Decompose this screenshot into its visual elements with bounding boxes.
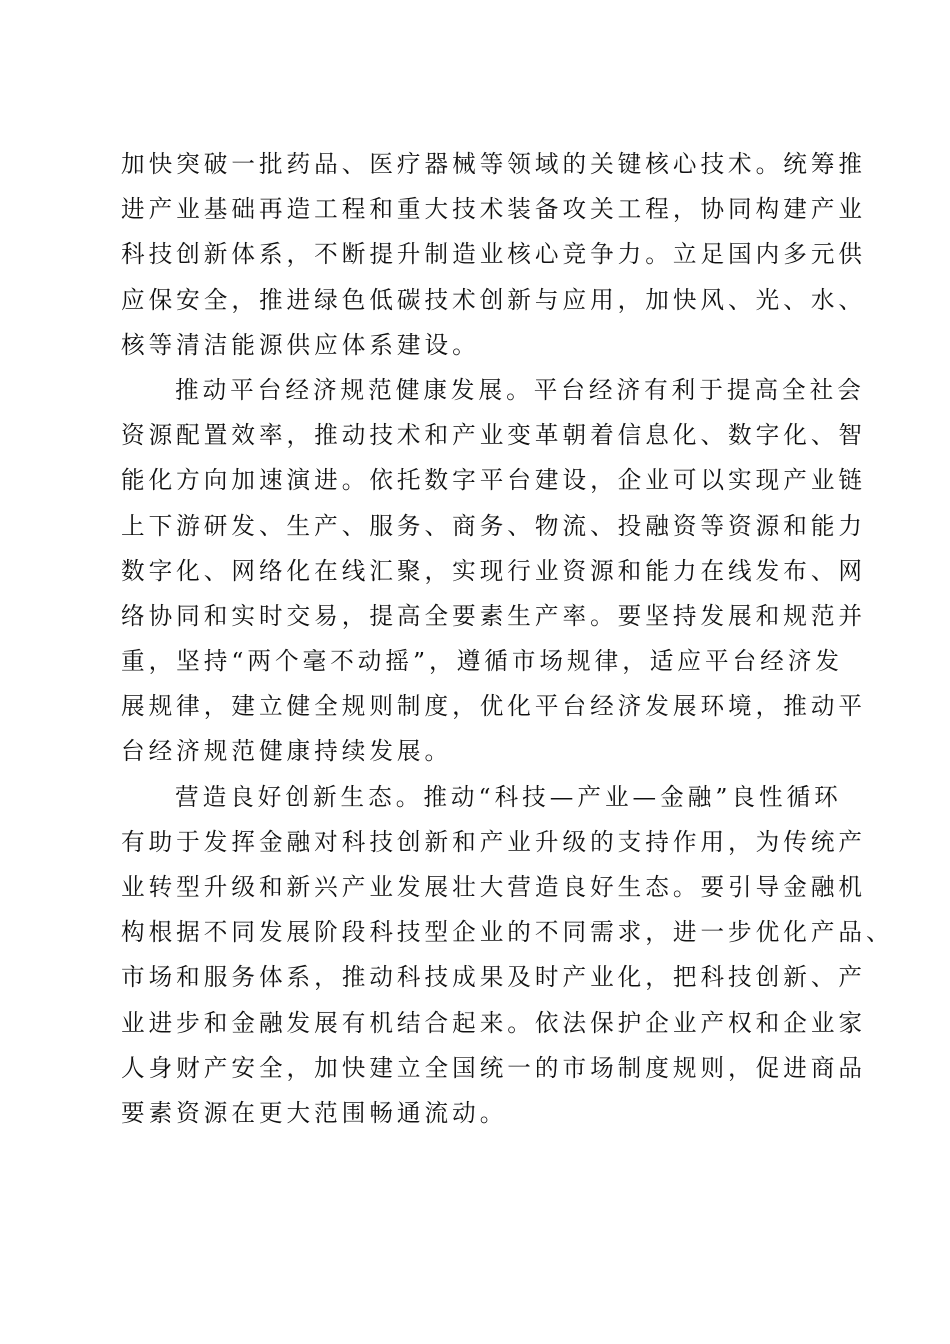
paragraph-line: 加快突破一批药品、医疗器械等领域的关键核心技术。统筹推 — [121, 150, 867, 178]
paragraph-first-line: 推动平台经济规范健康发展。平台经济有利于提高全社会 — [175, 375, 865, 404]
paragraph-line: 资源配置效率，推动技术和产业变革朝着信息化、数字化、智 — [121, 421, 867, 450]
paragraph-line: 络协同和实时交易，提高全要素生产率。要坚持发展和规范并 — [121, 601, 867, 630]
paragraph-line: 重，坚持“两个毫不动摇”，遵循市场规律，适应平台经济发 — [121, 647, 843, 676]
paragraph-line: 市场和服务体系，推动科技成果及时产业化，把科技创新、产 — [121, 963, 867, 992]
paragraph-line: 数字化、网络化在线汇聚，实现行业资源和能力在线发布、网 — [121, 556, 867, 585]
paragraph-line: 业进步和金融发展有机结合起来。依法保护企业产权和企业家 — [121, 1008, 867, 1037]
paragraph-3 — [121, 775, 894, 1137]
paragraph-1 — [121, 142, 867, 368]
paragraph-line: 人身财产安全，加快建立全国统一的市场制度规则，促进商品 — [121, 1053, 867, 1082]
paragraph-line: 要素资源在更大范围畅通流动。 — [121, 1098, 508, 1127]
paragraph-line: 科技创新体系，不断提升制造业核心竞争力。立足国内多元供 — [121, 240, 867, 269]
paragraph-line: 能化方向加速演进。依托数字平台建设，企业可以实现产业链 — [121, 466, 867, 495]
document-body — [121, 142, 894, 1136]
paragraph-first-line: 营造良好创新生态。推动“科技—产业—金融”良性循环 — [175, 782, 842, 811]
paragraph-line: 构根据不同发展阶段科技型企业的不同需求，进一步优化产品、 — [121, 918, 894, 947]
paragraph-line: 上下游研发、生产、服务、商务、物流、投融资等资源和能力 — [121, 511, 867, 540]
paragraph-line: 核等清洁能源供应体系建设。 — [121, 330, 480, 359]
paragraph-line: 业转型升级和新兴产业发展壮大营造良好生态。要引导金融机 — [121, 873, 867, 901]
paragraph-line: 展规律，建立健全规则制度，优化平台经济发展环境，推动平 — [121, 692, 867, 721]
paragraph-line: 台经济规范健康持续发展。 — [121, 737, 453, 766]
paragraph-line: 进产业基础再造工程和重大技术装备攻关工程，协同构建产业 — [121, 195, 867, 224]
paragraph-line: 应保安全，推进绿色低碳技术创新与应用，加快风、光、水、 — [121, 285, 867, 314]
paragraph-2 — [121, 368, 867, 775]
paragraph-line: 有助于发挥金融对科技创新和产业升级的支持作用，为传统产 — [121, 827, 867, 856]
